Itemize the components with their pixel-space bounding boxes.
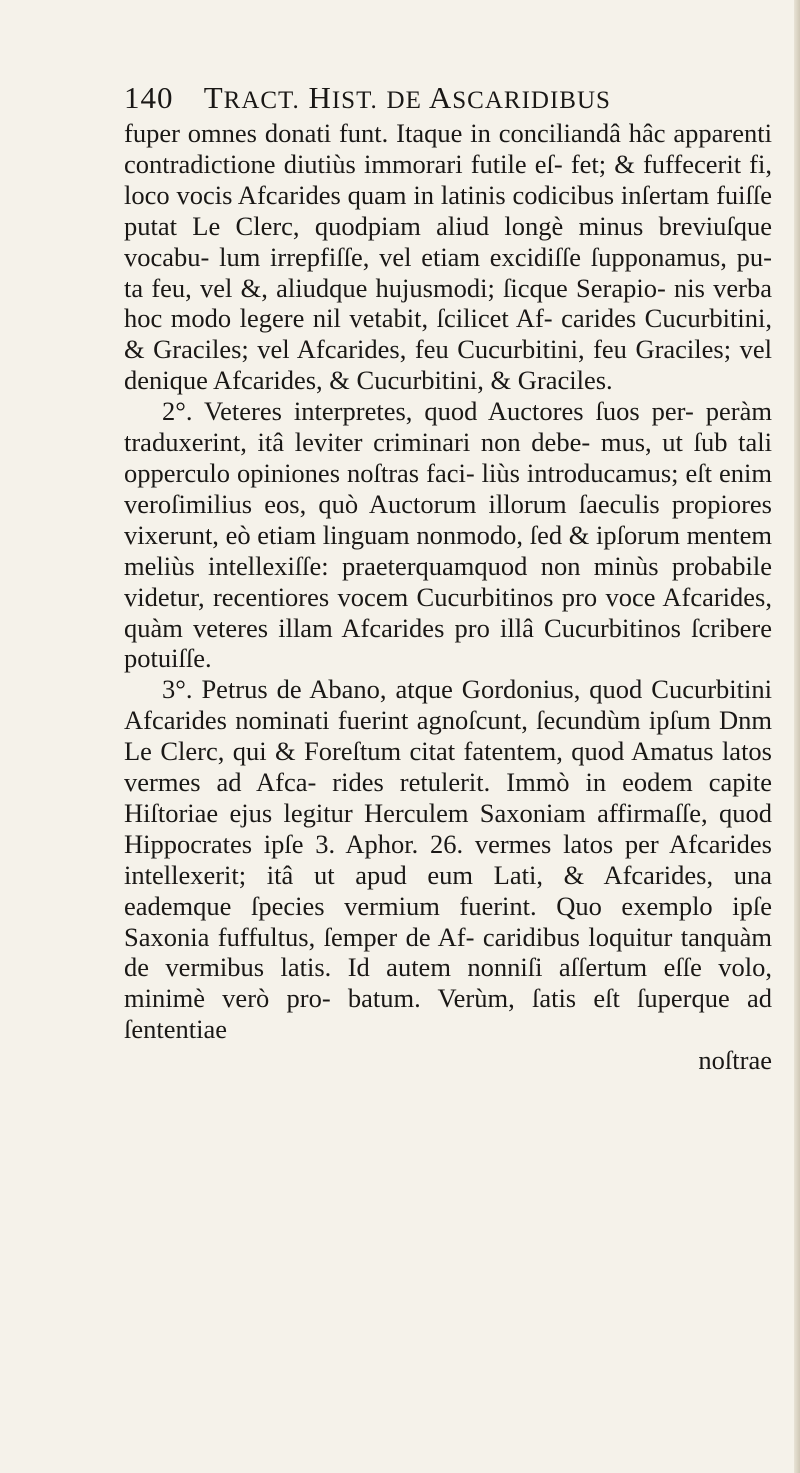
running-header [124, 78, 684, 121]
running-title: TRACT. HIST. DE ASCARIDIBUS [203, 80, 611, 115]
body-text [124, 118, 772, 1076]
paragraph-1: fuper omnes donati funt. Itaque in conciliandâ hâc apparenti contradictione diutiùs immorari futile eſ- fet; & fuffecerit fi, loco vocis Afcarides quam in latinis codicibus inſertam fuiſſe putat Le Clerc, quodpiam aliud longè minus breviuſque vocabu- lum irrepfiſſe, vel etiam excidiſſe ſupponamus, pu- ta feu, vel &, aliudque hujusmodi; ſicque Serapio- nis verba hoc modo legere nil vetabit, ſcilicet Af- carides Cucurbitini, & Graciles; vel Afcarides, feu Cucurbitini, feu Graciles; vel denique Afcarides, & Cucurbitini, & Graciles. [124, 118, 772, 396]
paragraph-2: 2°. Veteres interpretes, quod Auctores ſuos per- peràm traduxerint, itâ leviter criminari non debe- mus, ut ſub tali opperculo opiniones noſtras faci- liùs introducamus; eſt enim veroſimilius eos, quò Auctorum illorum ſaeculis propiores vixerunt, eò etiam linguam nonmodo, ſed & ipſorum mentem meliùs intellexiſſe: praeterquamquod non minùs probabile videtur, recentiores vocem Cucurbitinos pro voce Afcarides, quàm veteres illam Afcarides pro illâ Cucurbitinos ſcribere potuiſſe. [124, 396, 772, 674]
paragraph-3: 3°. Petrus de Abano, atque Gordonius, quod Cucurbitini Afcarides nominati fuerint agnoſcunt, ſecundùm ipſum Dnm Le Clerc, qui & Foreſtum citat fatentem, quod Amatus latos vermes ad Afca- rides retulerit. Immò in eodem capite Hiſtoriae ejus legitur Herculem Saxoniam affirmaſſe, quod Hippocrates ipſe 3. Aphor. 26. vermes latos per Afcarides intellexerit; itâ ut apud eum Lati, & Afcarides, una eademque ſpecies vermium fuerint. Quo exemplo ipſe Saxonia fuffultus, ſemper de Af- caridibus loquitur tanquàm de vermibus latis. Id autem nonniſi aſſertum eſſe volo, minimè verò pro- batum. Verùm, ſatis eſt ſuperque ad ſententiae [124, 674, 772, 1045]
catchword: noſtrae [698, 1045, 772, 1076]
page-edge [794, 0, 800, 1473]
page-number: 140 [124, 80, 174, 115]
